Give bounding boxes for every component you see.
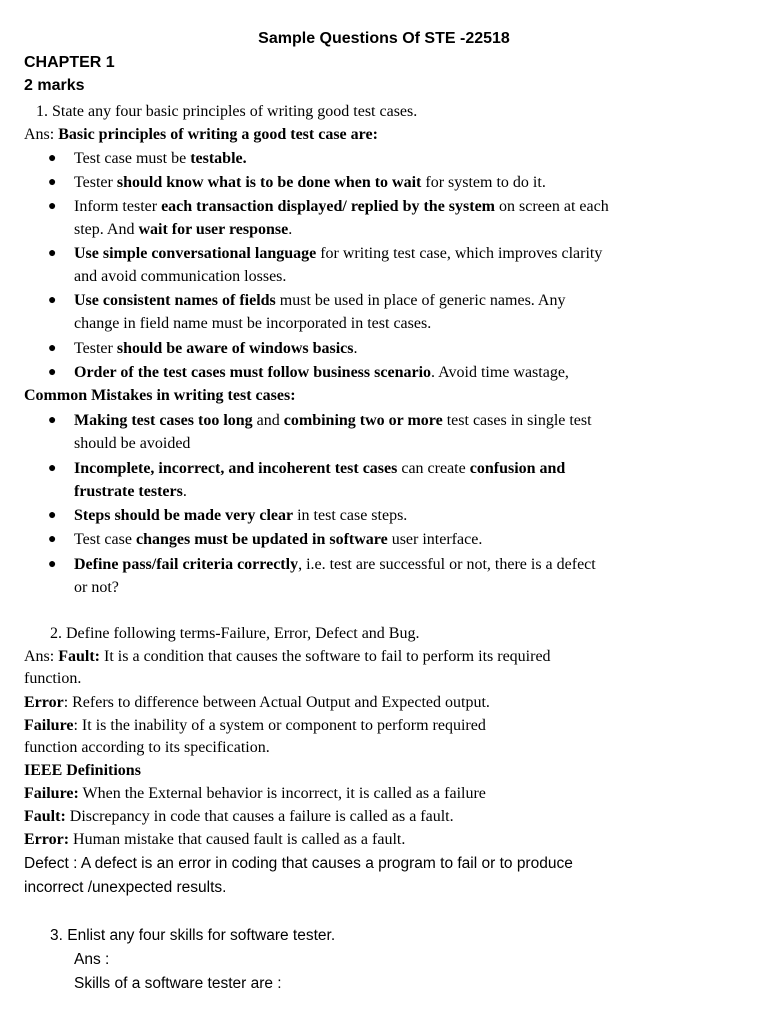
mistake-2 — [74, 459, 565, 479]
principle-3-line-2 — [74, 220, 292, 240]
text: on screen at each — [495, 198, 609, 215]
bold-text: Use simple conversational language — [74, 245, 317, 262]
principle-2 — [74, 173, 546, 193]
defect-definition: Defect : A defect is an error in coding that causes a program to fail or to produce — [24, 855, 573, 872]
bold-text: Error: — [24, 831, 70, 848]
principle-6 — [74, 339, 358, 359]
text: user interface. — [387, 531, 483, 548]
text: can create — [397, 460, 470, 477]
text: for system to do it. — [421, 174, 546, 191]
text: . — [288, 221, 293, 238]
bullet-icon: ● — [48, 151, 57, 166]
bold-text: each transaction displayed/ replied by the system — [161, 198, 496, 215]
principle-5-line-2: change in field name must be incorporated in test cases. — [74, 315, 432, 332]
text: Test case — [74, 531, 136, 548]
mistake-1 — [74, 411, 592, 431]
bold-text: Use consistent names of fields — [74, 292, 276, 309]
text: Discrepancy in code that causes a failure is called as a fault. — [65, 808, 454, 825]
ieee-error — [24, 830, 405, 850]
bold-text: should know what is to be done when to wait — [116, 174, 422, 191]
text: Ans: — [24, 648, 59, 665]
text: Test case must be — [74, 150, 191, 167]
mistake-5-line-2: or not? — [74, 579, 119, 596]
bullet-icon: ● — [48, 293, 57, 308]
text: test cases in single test — [442, 412, 592, 429]
question-2: 2. Define following terms-Failure, Error, Defect and Bug. — [50, 625, 420, 642]
bold-text: Common Mistakes in writing test cases: — [24, 387, 296, 404]
ieee-fault — [24, 807, 454, 827]
bold-text: wait for user response — [138, 221, 289, 238]
text: for writing test case, which improves clarity — [316, 245, 603, 262]
text: Tester — [74, 174, 117, 191]
mistake-3 — [74, 506, 407, 526]
fault-definition — [24, 647, 551, 667]
bold-text: changes must be updated in software — [135, 531, 388, 548]
text: It is a condition that causes the software to fail to perform its required — [100, 648, 551, 665]
bold-text: Failure — [24, 717, 74, 734]
principle-3 — [74, 197, 609, 217]
bullet-icon: ● — [48, 341, 57, 356]
bold-text: Error — [24, 694, 64, 711]
bullet-icon: ● — [48, 413, 57, 428]
fault-definition-line-2: function. — [24, 670, 82, 687]
text: . — [182, 483, 187, 500]
mistake-1-line-2: should be avoided — [74, 435, 191, 452]
bullet-icon: ● — [48, 175, 57, 190]
bold-text: confusion and — [469, 460, 566, 477]
defect-definition-line-2: incorrect /unexpected results. — [24, 879, 227, 896]
text: Inform tester — [74, 198, 162, 215]
bold-text: combining two or more — [283, 412, 443, 429]
bold-text: IEEE Definitions — [24, 762, 141, 779]
mistakes-heading — [24, 386, 296, 406]
bold-text: testable. — [190, 150, 247, 167]
page-title: Sample Questions Of STE -22518 — [258, 30, 510, 47]
error-definition — [24, 693, 490, 713]
text: : It is the inability of a system or component to perform required — [73, 717, 486, 734]
failure-definition-line-2: function according to its specification. — [24, 739, 270, 756]
bold-text: frustrate testers — [74, 483, 183, 500]
principle-1 — [74, 149, 247, 169]
bold-text: should be aware of windows basics — [116, 340, 354, 357]
text: step. And — [74, 221, 139, 238]
bold-text: Define pass/fail criteria correctly — [74, 556, 299, 573]
answer-1-heading — [24, 125, 378, 145]
bullet-icon: ● — [48, 508, 57, 523]
bold-text: Making test cases too long — [74, 412, 253, 429]
bold-text: Fault: — [24, 808, 66, 825]
principle-5 — [74, 291, 565, 311]
mistake-4 — [74, 530, 482, 550]
skills-intro: Skills of a software tester are : — [74, 975, 282, 992]
text: in test case steps. — [293, 507, 408, 524]
mistake-5 — [74, 555, 596, 575]
text: , i.e. test are successful or not, there is a defect — [298, 556, 596, 573]
ieee-failure — [24, 784, 486, 804]
bullet-icon: ● — [48, 461, 57, 476]
question-1: 1. State any four basic principles of writing good test cases. — [36, 103, 418, 120]
bullet-icon: ● — [48, 365, 57, 380]
answer-3-label: Ans : — [74, 951, 110, 968]
bold-text: Order of the test cases must follow business scenario — [74, 364, 432, 381]
bold-text: Fault: — [58, 648, 101, 665]
text: and — [252, 412, 284, 429]
principle-7 — [74, 363, 569, 383]
bullet-icon: ● — [48, 557, 57, 572]
text: Tester — [74, 340, 117, 357]
text: must be used in place of generic names. Any — [275, 292, 566, 309]
bold-text: Steps should be made very clear — [74, 507, 294, 524]
ieee-heading — [24, 761, 141, 781]
text: . — [353, 340, 358, 357]
mistake-2-line-2 — [74, 482, 187, 502]
bullet-icon: ● — [48, 246, 57, 261]
text: When the External behavior is incorrect, it is called as a failure — [78, 785, 486, 802]
ans-label: Ans: — [24, 126, 59, 143]
chapter-heading: CHAPTER 1 — [24, 54, 115, 71]
failure-definition — [24, 716, 486, 736]
bullet-icon: ● — [48, 199, 57, 214]
bullet-icon: ● — [48, 532, 57, 547]
principle-4-line-2: and avoid communication losses. — [74, 268, 287, 285]
principle-4 — [74, 244, 602, 264]
bold-text: Incomplete, incorrect, and incoherent test cases — [74, 460, 398, 477]
question-3: 3. Enlist any four skills for software tester. — [50, 927, 336, 944]
ans-heading-text: Basic principles of writing a good test case are: — [58, 126, 378, 143]
bold-text: Failure: — [24, 785, 79, 802]
marks-heading: 2 marks — [24, 77, 85, 94]
text: Human mistake that caused fault is called as a fault. — [69, 831, 406, 848]
text: . Avoid time wastage, — [431, 364, 569, 381]
text: : Refers to difference between Actual Output and Expected output. — [63, 694, 490, 711]
